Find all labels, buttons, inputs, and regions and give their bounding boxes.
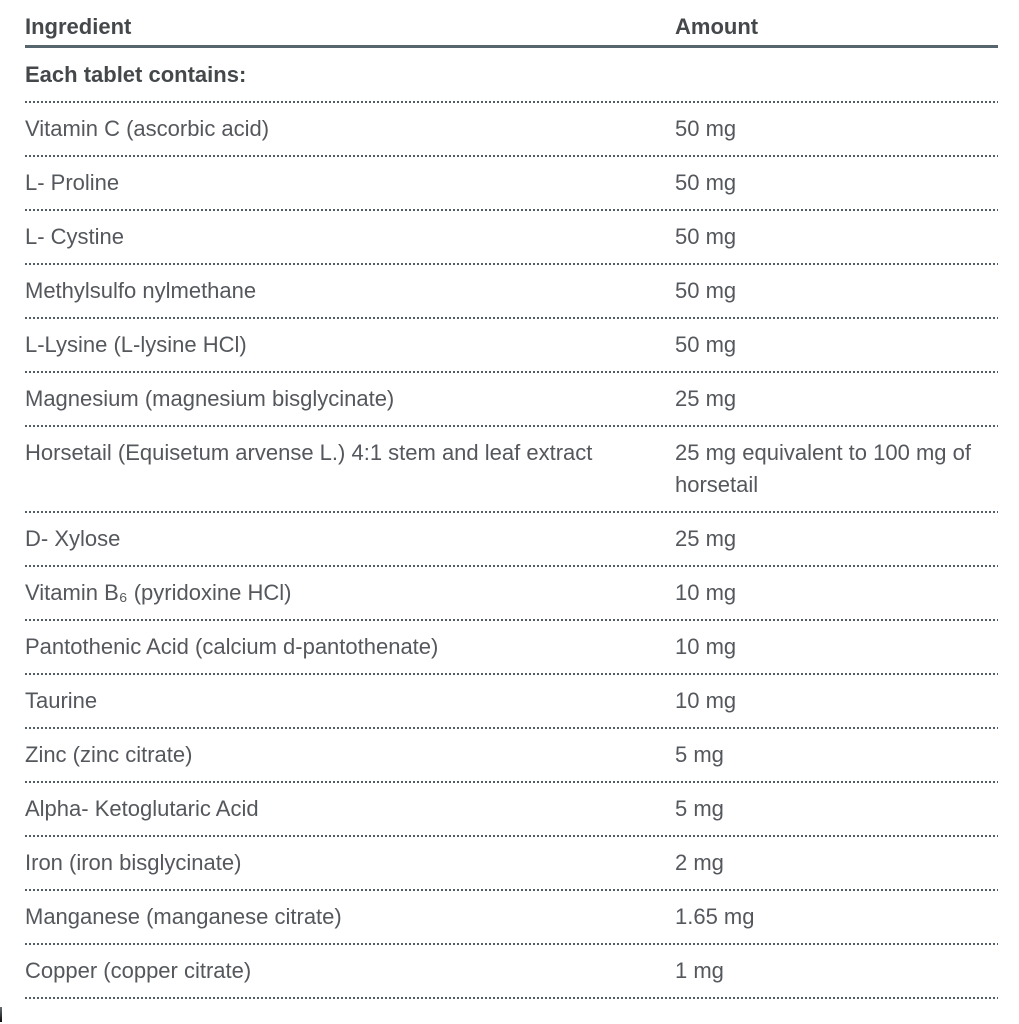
amount-cell: 5 mg: [675, 796, 724, 821]
table-row: [25, 567, 998, 621]
ingredient-cell: Horsetail (Equisetum arvense L.) 4:1 stem and leaf extract: [25, 440, 593, 465]
table-row: [25, 675, 998, 729]
amount-cell: 50 mg: [675, 224, 737, 249]
table-row: [25, 211, 998, 265]
table-row: [25, 729, 998, 783]
amount-cell: 1.65 mg: [675, 904, 755, 929]
amount-cell: 25 mg: [675, 526, 737, 551]
amount-cell: 10 mg: [675, 634, 737, 659]
amount-cell: 10 mg: [675, 688, 737, 713]
ingredient-cell: Taurine: [25, 688, 98, 713]
table-row: [25, 319, 998, 373]
ingredient-cell: L- Proline: [25, 170, 120, 195]
amount-cell: 1 mg: [675, 958, 724, 983]
table-row: [25, 513, 998, 567]
amount-cell: 50 mg: [675, 116, 737, 141]
amount-cell: 10 mg: [675, 580, 737, 605]
ingredient-cell: Manganese (manganese citrate): [25, 904, 342, 929]
table-row: [25, 265, 998, 319]
amount-cell: 50 mg: [675, 170, 737, 195]
amount-cell: 25 mg equivalent to 100 mg of horsetail: [675, 440, 971, 497]
table-row: [25, 945, 998, 999]
table-row: [25, 157, 998, 211]
screen-edge-artifact: [0, 1007, 2, 1022]
table-row: [25, 783, 998, 837]
column-header-amount: Amount: [675, 14, 759, 39]
ingredient-cell: Iron (iron bisglycinate): [25, 850, 242, 875]
table-row: [25, 427, 998, 513]
ingredient-cell: Methylsulfo nylmethane: [25, 278, 257, 303]
section-header-row: [25, 48, 998, 103]
ingredient-cell: Vitamin C (ascorbic acid): [25, 116, 270, 141]
table-row: [25, 373, 998, 427]
amount-cell: 50 mg: [675, 332, 737, 357]
table-row: [25, 837, 998, 891]
table-row: [25, 891, 998, 945]
amount-cell: 25 mg: [675, 386, 737, 411]
section-header: Each tablet contains:: [25, 62, 247, 87]
ingredient-cell: Vitamin B₆ (pyridoxine HCl): [25, 580, 292, 605]
ingredient-cell: L- Cystine: [25, 224, 125, 249]
table-header-row: [25, 0, 998, 48]
ingredient-cell: Alpha- Ketoglutaric Acid: [25, 796, 259, 821]
table-row: [25, 621, 998, 675]
ingredient-cell: D- Xylose: [25, 526, 121, 551]
column-header-ingredient: Ingredient: [25, 14, 132, 39]
table-row: [25, 103, 998, 157]
amount-cell: 5 mg: [675, 742, 724, 767]
ingredient-cell: Zinc (zinc citrate): [25, 742, 193, 767]
amount-cell: 2 mg: [675, 850, 724, 875]
amount-cell: 50 mg: [675, 278, 737, 303]
ingredient-cell: Copper (copper citrate): [25, 958, 252, 983]
ingredient-cell: L-Lysine (L-lysine HCl): [25, 332, 247, 357]
ingredient-cell: Magnesium (magnesium bisglycinate): [25, 386, 395, 411]
ingredient-cell: Pantothenic Acid (calcium d-pantothenate): [25, 634, 439, 659]
